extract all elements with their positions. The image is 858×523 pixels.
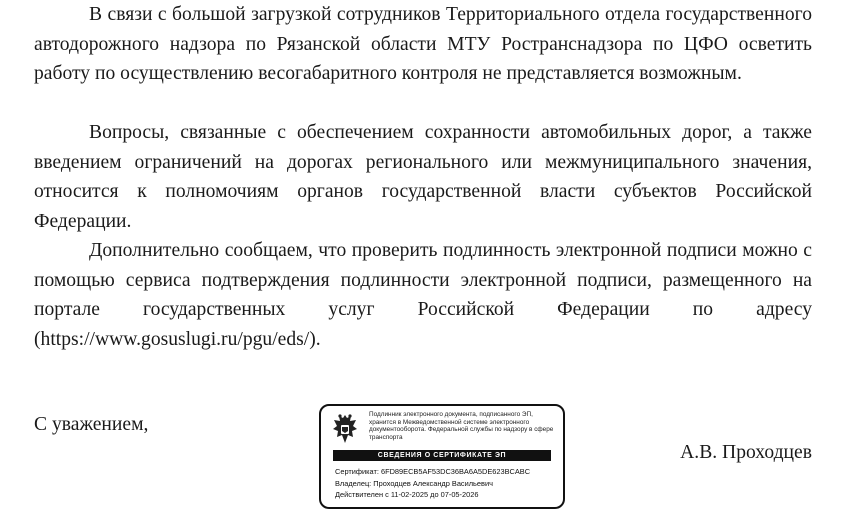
body-paragraph-3: Дополнительно сообщаем, что проверить подлинность электронной подписи можно с помощью сервиса подтверждения подлинности электронной подписи, размещенного на портале государственных услуг Российской Федерации по адресу (https://www.gosuslugi.ru/pgu/eds/). xyxy=(34,240,812,350)
certificate-owner: Владелец: Проходцев Александр Васильевич xyxy=(335,478,493,488)
certificate-number: Сертификат: 6FD89ECB5AF53DC36BA6A5DE623BCABC xyxy=(335,467,531,476)
body-paragraph-1: В связи с большой загрузкой сотрудников Территориального отдела государственного автодорожного надзора по Рязанской области МТУ Ространснадзора по ЦФО осветить работу по осуществлению весогабаритного контроля не представляется возможным. xyxy=(34,4,812,84)
stamp-storage-note: Подлинник электронного документа, подписанного ЭП, хранится в Межведомственной системе электронного документооборота. Федеральной службы по надзору в сфере транспорта xyxy=(369,411,554,441)
certificate-info-header: СВЕДЕНИЯ О СЕРТИФИКАТЕ ЭП xyxy=(333,450,551,461)
coat-of-arms-icon xyxy=(331,412,359,446)
certificate-validity: Действителен с 11-02-2025 до 07-05-2026 xyxy=(335,490,479,499)
signer-name: А.В. Проходцев xyxy=(680,442,812,463)
closing-phrase: С уважением, xyxy=(34,414,149,435)
body-paragraph-2: Вопросы, связанные с обеспечением сохранности автомобильных дорог, а также введением ограничений на дорогах регионального или межмуниципального значения, относится к полномочиям органов государственной власти субъектов Российской Федерации. xyxy=(34,122,812,232)
electronic-signature-stamp xyxy=(319,404,565,509)
